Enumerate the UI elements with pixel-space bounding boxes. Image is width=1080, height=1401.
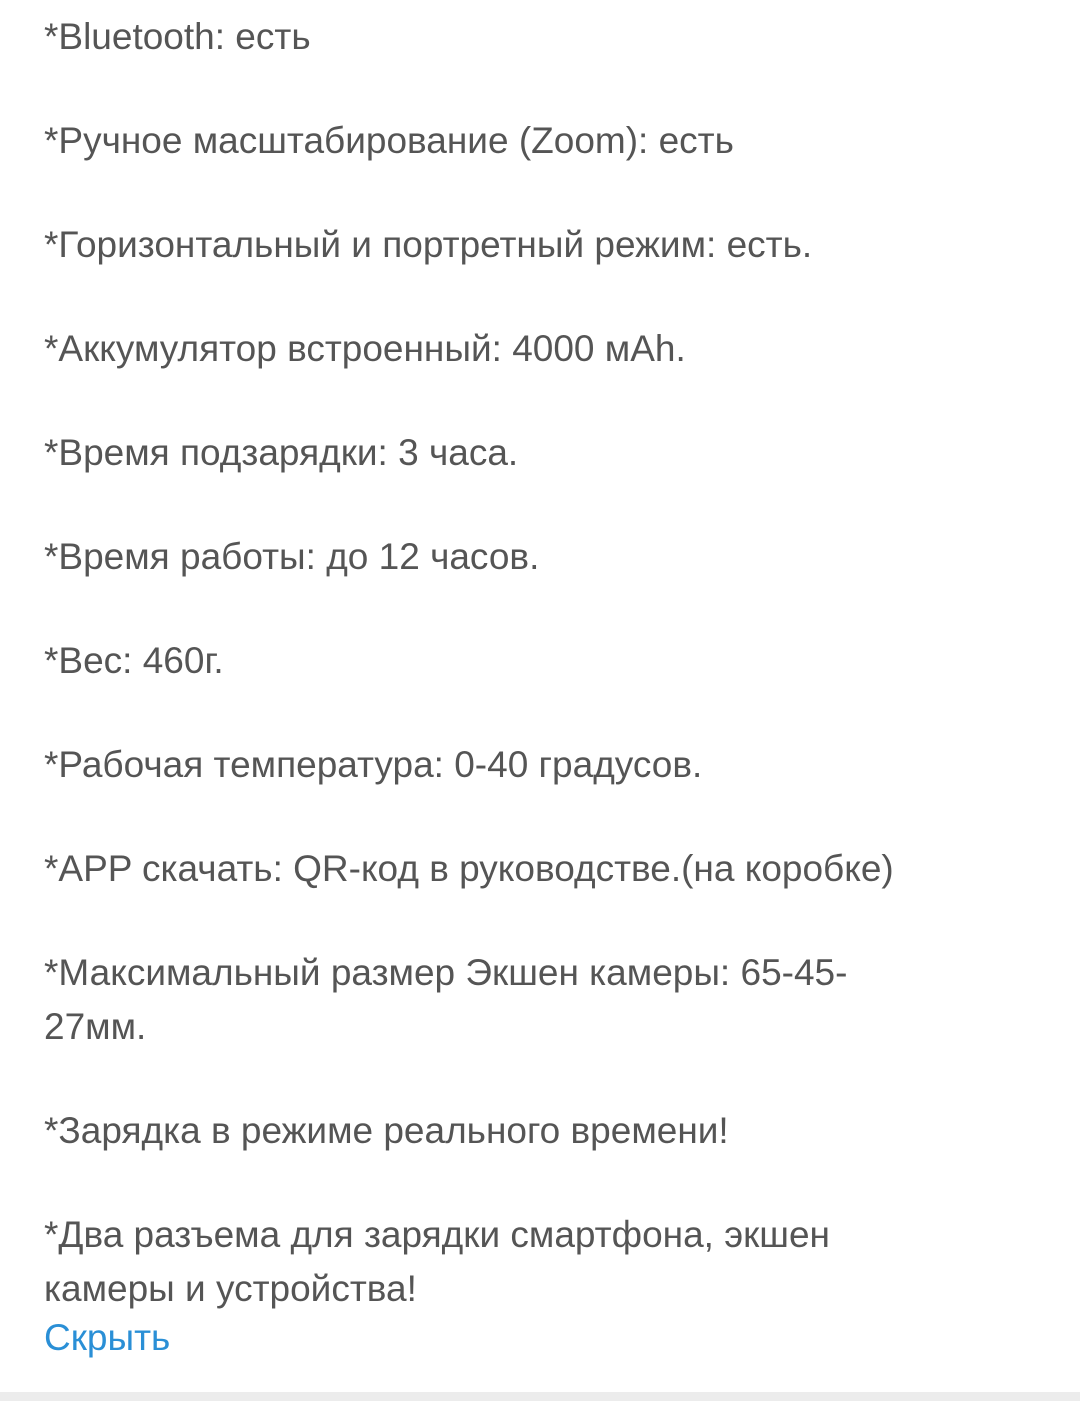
spec-orientation: *Горизонтальный и портретный режим: есть. <box>44 224 813 265</box>
bottom-divider <box>0 1392 1080 1401</box>
spec-temperature: *Рабочая температура: 0-40 градусов. <box>44 744 703 785</box>
product-description <box>44 0 1044 1365</box>
spec-app-download: *APP скачать: QR-код в руководстве.(на коробке) <box>44 848 894 889</box>
hide-description-link[interactable]: Скрыть <box>44 1317 171 1358</box>
spec-charging-ports: *Два разъема для зарядки смартфона, экшен камеры и устройства! <box>44 1214 830 1309</box>
spec-zoom: *Ручное масштабирование (Zoom): есть <box>44 120 734 161</box>
spec-camera-size: *Максимальный размер Экшен камеры: 65-45-27мм. <box>44 952 848 1047</box>
spec-run-time: *Время работы: до 12 часов. <box>44 536 540 577</box>
spec-charge-time: *Время подзарядки: 3 часа. <box>44 432 519 473</box>
spec-list <box>44 10 1044 1316</box>
spec-battery: *Аккумулятор встроенный: 4000 мАh. <box>44 328 686 369</box>
spec-weight: *Вес: 460г. <box>44 640 224 681</box>
spec-bluetooth: *Bluetooth: есть <box>44 16 311 57</box>
spec-realtime-charging: *Зарядка в режиме реального времени! <box>44 1110 729 1151</box>
